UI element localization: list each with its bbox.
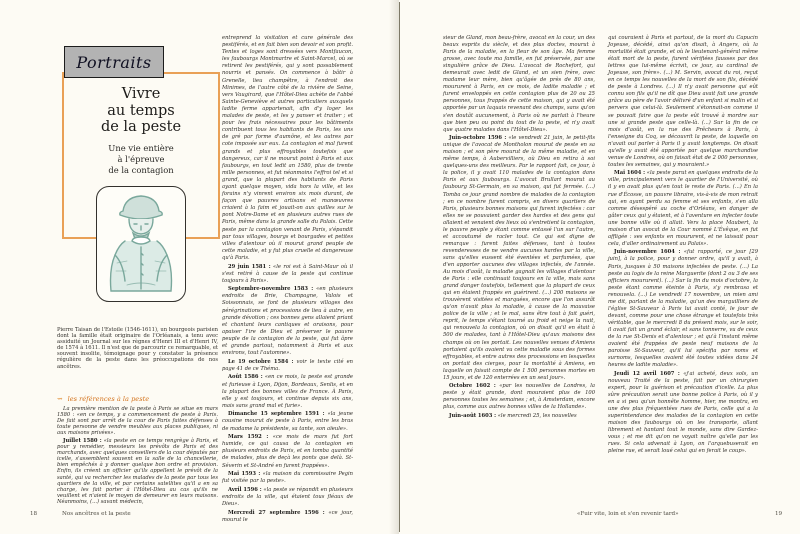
journal-entry: Juillet 1580 : «la peste en ce temps rengrège à Paris, et pour y remédier, messieurs les prévôts de Paris et des marchands, avec quelques conseillers de la cour députés par icelle, s'assemblent souvent en la salle de la chancellerie, bien empêchés à y donner quelque bon ordre et provision. Enfin, ils créent un officier qu'ils appellent le prévôt de la santé, qui va rechercher les malades de la peste par tous les quartiers de la ville, et par certains satellites qu'il a en sa charge, les fait porter à l'Hôtel-Dieu au cas qu'ils ne veuillent et n'aient le moyen de demeurer en leurs maisons. Néanmoins, (...) savant médecin, (57, 437, 219, 505)
entry-date: Jeudi 12 avril 1607 : (614, 370, 680, 377)
article-subtitle (62, 143, 220, 176)
entry-date: Avril 1596 : (228, 486, 262, 493)
entry-date: Mars 1592 : (228, 434, 269, 441)
entry-date: Le 19 octobre 1584 : (228, 358, 294, 365)
entry-date: Août 1586 : (228, 374, 263, 381)
journal-entry: Le 19 octobre 1584 : voir le texte cité en page 41 de ce Théma. (222, 358, 353, 372)
journal-entry: Mars 1592 : «ce mois de mars fut fort humide, ce qui causa de la contagion en plusieurs endroits de Paris, et en tomba quantité de malades, plus de deçà les ponts que delà. St-Séverin et St-André en furent frappées». (222, 434, 353, 469)
journal-entry: Mai 1604 : «la peste parut en quelques endroits de la ville, principalement vers le quartier de l'Université, où il y en avait plus qu'en tout le reste de Paris. (...) En la rue d'Écosse, un pauvre libraire, vis-à-vis de mon retrait qui, en ayant perdu sa femme et ses enfants, s'en alla comme désespéré au coche d'Orléans, en danger de gâter ceux qui y étaient, et à l'aventure en infecter toute une bonne ville où il allait. Vers la place Maubert, la maison d'un avocat de la Cour nommé L'Évêque, en fut affligée : ses enfants en moururent, et ne laissait pour cela, d'aller ordinairement au Palais». (608, 170, 758, 247)
journal-entry: 29 juin 1581 : «le roi est à Saint-Maur où il s'est retiré à cause de la peste qui continue toujours à Paris». (222, 263, 353, 284)
entry-date: Dimanche 15 septembre 1591 : (228, 411, 325, 418)
portrait-engraving (96, 186, 186, 302)
title-line: au temps (107, 102, 175, 119)
journal-entry: Août 1586 : «en ce mois, la peste est grande et furieuse à Lyon, Dijon, Bordeaux, Senlis, et en la plupart des bonnes villes de France. À Paris, elle y est toujours, et continue depuis six ans, mais sans grand mal et furie». (222, 374, 353, 409)
subtitle-line: de la contagion (108, 165, 174, 175)
journal-entry: Octobre 1602 : «par les nouvelles de Londres, la peste y était grande, dont mouraient plus de 100 personnes toutes les semaines ; et, à Amsterdam, encore plus, comme aux autres bonnes villes de la Hollande». (443, 383, 595, 411)
journal-entry: La première mention de la peste à Paris se situe en mars 1580 : «en ce temps, y a commencement de peste à Paris. De fait sont par arrêt de la cour de Paris faites défenses à toute personne de vendre meubles aux places publiques, ni aux maisons privées». (57, 406, 218, 437)
journal-entry: Juin-octobre 1596 : «le vendredi 21 juin, le petit-fils unique de l'avocat de Montholon mourut de peste en sa maison ; et son père mourut de la même maladie, et en même temps, à Aubervilliers, où Dieu en retira à soi quelques-uns des meilleurs. Par le rapport fait, ce jour, à la police, il y avait 110 malades de la contagion dans Paris et aux faubourgs. L'avocat Brullart mourut au faubourg St-Germain, en sa maison, qui fut fermée. (...) Tomba ce jour grand nombre de malades de la contagion ; en ce nombre furent compris, en divers quartiers de Paris, plusieurs bonnes maisons qui furent infectées : car elles ne se pouvaient garder des hardes et des gens qui allaient et venaient des lieux où s'entretient la contagion, le pauvre peuple y étant comme entassé l'un sur l'autre, et accoutumé de racler tout. Ce qui est digne de remarque : furent faites défenses, tant à toutes revenderesses de ne vendre aucunes hardes par la ville, sans qu'elles eussent été éventées et parfumées, que d'en apporter aucunes des villages infectés, de l'année. Au mois d'août, la maladie gagnait les villages d'alentour de Paris : elle continuait toujours en la ville, mais sans grand danger toutefois, tellement que la plupart de ceux qui en étaient frappés en guérirent. (...) 200 maisons se trouvèrent visitées et marquées, encore que l'on assurât qu'on n'avait plus la maladie, à cause de la mauvaise police de la ville ; et le mal, sans être tout à fait guéri, reprit, le temps s'étant tourné au froid et neige la nuit, qui renouvela la contagion, où on disait qu'il en était à 500 de malades, tant à l'Hôtel-Dieu qu'aux maisons des champs où on les portait. Les nouvelles venues d'Amiens portaient qu'ils avaient vu cette maladie sous des formes effroyables, et entre autres des processions en lesquelles on portait des cierges, pour la mortalité à Amiens, en laquelle on faisait compte de 1 500 personnes mortes en 15 jours, et de 120 enterrées en un seul jour». (443, 135, 595, 381)
journal-entry: Septembre-novembre 1583 : «en plusieurs endroits de Brie, Champagne, Valois et Soissonnais, se font de plusieurs villages des pérégrinations et processions de lieu à autre, en grande dévotion ; ces bonnes gens allaient priant et chantant leurs cantiques et oraisons, pour apaiser l'ire de Dieu et préserver le pauvre peuple de la contagion de la peste, qui fut âpre et grande partout, notamment à Paris et aux environs, tout l'automne». (222, 286, 353, 357)
entry-date: Mercredi 27 septembre 1596 : (228, 509, 325, 516)
subtitle-line: à l'épreuve (117, 154, 165, 164)
right-column-2 (608, 35, 758, 457)
left-page-number: 18 (30, 511, 38, 517)
journal-entry: qui couraient à Paris et partout, de la mort du Capucin Joyeuse, décédé, ainsi qu'on disait, à Angers, où la mortalité était grande, et où le lieutenant-général même était mort de la peste, furent vérifiées fausses par des lettres que lui-même écrivit, ce jour, au cardinal de Joyeuse, son frère». (...) M. Servin, avocat du roi, reçut en ce temps les nouvelles de la mort de son fils, décédé de peste à Londres. (...) Il n'y avait personne qui eût connu son fils qu'il ne dît que Dieu avait fait une grande grâce au père de l'avoir délivré d'un enfant si malin et si pervers que celui-là. Seulement s'étonnait-on comme il se pouvait faire que la peste eût trouvé à mordre sur une si grande peste que celle-là. (...) Sur la fin de ce mois d'août, en la rue des Prêcheurs à Paris, à l'enseigne du Coq, se découvrit la peste, de laquelle on n'avait ouï parler à Paris il y avait longtemps. On disait qu'elle y avait été apportée par quelque marchandise venue de Londres, où on faisait état de 2 000 personnes, toutes les semaines, qui y mouraient.» (608, 35, 758, 168)
title-line: Vivre (121, 86, 161, 102)
right-running-title: «Fuir vite, loin et s'en revenir tard» (577, 511, 679, 517)
entry-date: Juillet 1580 : (63, 437, 102, 444)
journal-entry: Juin-novembre 1604 : «fut rapporté, ce jour [29 juin], à la police, pour y donner ordre, qu'il y avait, à Paris, jusques à 50 maisons infectées de peste. (...) La peste au logis de la reine Marguerite (dont 2 ou 3 de ses officiers moururent). (...) Sur la fin du mois d'octobre, la peste étant comme éteinte à Paris, s'y rembrasa et renouvela. (...) Le vendredi 17 novembre, un mien ami me dit, parlant de la maladie, qu'un des marguilliers de l'église St-Sauveur à Paris lui avait conté, le jour de devant, comme pour une chose étrange et toutefois très véritable, que le mercredi 8 du présent mois, sur le soir, il avait fait un grand éclair, et sans tonnerre, vu de ceux de la rue St-Denis et d'alentour ; et qu'à l'instant même avaient été frappées de peste neuf maisons de la paroisse St-Sauveur, qu'il lui spécifia par noms et surnoms, lesquelles avaient été toutes vidées dans 24 heures de ladite maladie». (608, 249, 758, 369)
sidebar-entries (57, 406, 218, 507)
journal-entry: Mai 1593 : «la maison du commissaire Pegin fut visitée par la peste». (222, 471, 354, 485)
journal-entry: Jeudi 12 avril 1607 : «j'ai acheté, deux sols, un nouveau Traité de la peste, fait par un chirurgien expert, pour la guérison et précaution d'icelle. La plus sûre précaution serait une bonne police à Paris, où il y en a si peu qu'un honnête homme, hier, me montra, en une des plus fréquentées rues de Paris, celle qui a la superintendance des malades de la contagion en cette maison des faubourgs où on les transporte, allant librement et hantant tout le monde, sans dire Gardez-vous ; et me dit qu'on ne voyait naître qu'elle par les rues. Si cela advenait à Lyon, on l'arquebuserait en pleine rue, et serait loué celui qui en ferait le coup». (608, 370, 758, 455)
entry-date: Octobre 1602 : (449, 383, 496, 390)
entry-date: Juin-août 1603 : (449, 412, 497, 419)
kicker-label: Portraits (76, 52, 152, 72)
spine-shadow-left (389, 0, 399, 534)
journal-entry: Avril 1596 : «la peste se répandit en plusieurs endroits de la ville, qui étaient tous fléaux de Dieu». (222, 486, 353, 507)
journal-entry: Juin-août 1603 : «le mercredi 25, les nouvelles (449, 412, 577, 419)
journal-entry: sieur de Gland, mon beau-frère, avocat en la cour, un des beaux esprits du siècle, et des plus doctes, mourut à Paris de la maladie, en la fleur de son âge. Ma femme grosse, avec toute ma famille, en fut préservée, par une singulière grâce de Dieu. L'avocat de Rochefort, qui demeurait avec ledit de Gland, et un sien frère, avec madame leur mère, bien qu'âgée de près de 80 ans, moururent à Paris, en ce mois, de ladite maladie ; et furent enveloppés en cette contagion plus de 20 ou 25 personnes, tous frappés de cette maison, qui y avait été apportée par un laquais revenant des champs, sans qu'on s'en doutât aucunement, à Paris où ne parlait à l'heure que bien peu ou point du tout de la peste, et n'y avait que quatre malades dans l'Hôtel-Dieu». (443, 35, 595, 133)
section-heading (57, 395, 218, 403)
journal-entry: Mercredi 27 septembre 1596 : «ce jour, mourut le (222, 509, 353, 523)
portraits-kicker (64, 46, 164, 78)
left-main-column (222, 35, 353, 525)
title-line: de la peste (100, 119, 182, 135)
entry-date: Juin-novembre 1604 : (614, 249, 681, 256)
right-page-number: 19 (775, 511, 783, 517)
entry-date: Mai 1604 : (614, 170, 646, 177)
right-column-1 (443, 35, 595, 422)
entry-date: 29 juin 1581 : (228, 263, 271, 270)
arrow-bullet-icon: ⇝ (57, 395, 63, 403)
portrait-engraving-svg (99, 189, 183, 299)
article-title (62, 86, 220, 136)
subtitle-line: Une vie entière (108, 143, 174, 153)
left-running-title: Nos ancêtres et la peste (62, 511, 131, 517)
entry-date: Septembre-novembre 1583 : (228, 286, 314, 293)
journal-entry: Dimanche 15 septembre 1591 : «la jeune cousine mourut de peste à Paris, entre les bras de madame la présidente, sa tante, son aïeule». (222, 411, 354, 432)
entry-date: Juin-octobre 1596 : (449, 135, 507, 142)
section-heading-label: les références à la peste (67, 395, 150, 403)
journal-entry: entreprend la visitation et cure générale des pestiférés, et en fait bien son devoir et son profit. Tentes et loges sont dressées vers Montfaucon, les faubourgs Montmartre et Saint-Marcel, où se retirent les pestiférés, qui y sont passablement nourris et pansés. On commence à bâtir à Grenelle, lieu champêtre, à l'endroit des Minimes, de l'autre côté de la rivière de Seine, vers Vaugirard, que l'Hôtel-Dieu achète de l'abbé Sainte-Geneviève et autres particuliers auxquels ladite ferme appartenait, afin d'y loger les malades de peste, et les y panser et traiter ; et pour les frais nécessaires pour les bâtiments contribuent tous les habitants de Paris, les uns de gré par forme d'aumône, et les autres par cote imposée sur eux. La contagion et mal furent grands et plus effroyables toutefois que dangereux, car il ne mourut point à Paris et aux faubourgs, en tout ledit an 1580, plus de trente mille personnes, et fut néanmoins l'effroi tel et si grand, que la plupart des habitants de Paris ayant quelque moyen, vida hors la ville, et les forains n'y vinrent environ six mois durant, de façon que pauvres artisans et manœuvres criaient à la faim et jouait-on aux quilles sur le pont Notre-Dame et en plusieurs autres rues de Paris, même dans la grande salle du Palais. Cette peste par la contagion venant de Paris, s'épandit par tous villages, bourgs et bourgades et petites villes d'alentour où il mourut grand peuple de cette maladie, et y fut plus cruelle et dangereuse qu'à Paris. (222, 35, 353, 261)
entry-date: Mai 1593 : (228, 471, 261, 478)
intro-paragraph: Pierre Taisan de l'Estoile (1546-1611), un bourgeois parisien dont la famille était originaire de l'Orléanais, a tenu avec assiduité un Journal sur les règnes d'Henri III et d'Henri IV, de 1574 à 1611. Il n'est que de parcourir ce remarquable, et souvent insolite, témoignage pour y constater la présence régulière de la peste dans les préoccupations de nos ancêtres. (57, 327, 218, 370)
